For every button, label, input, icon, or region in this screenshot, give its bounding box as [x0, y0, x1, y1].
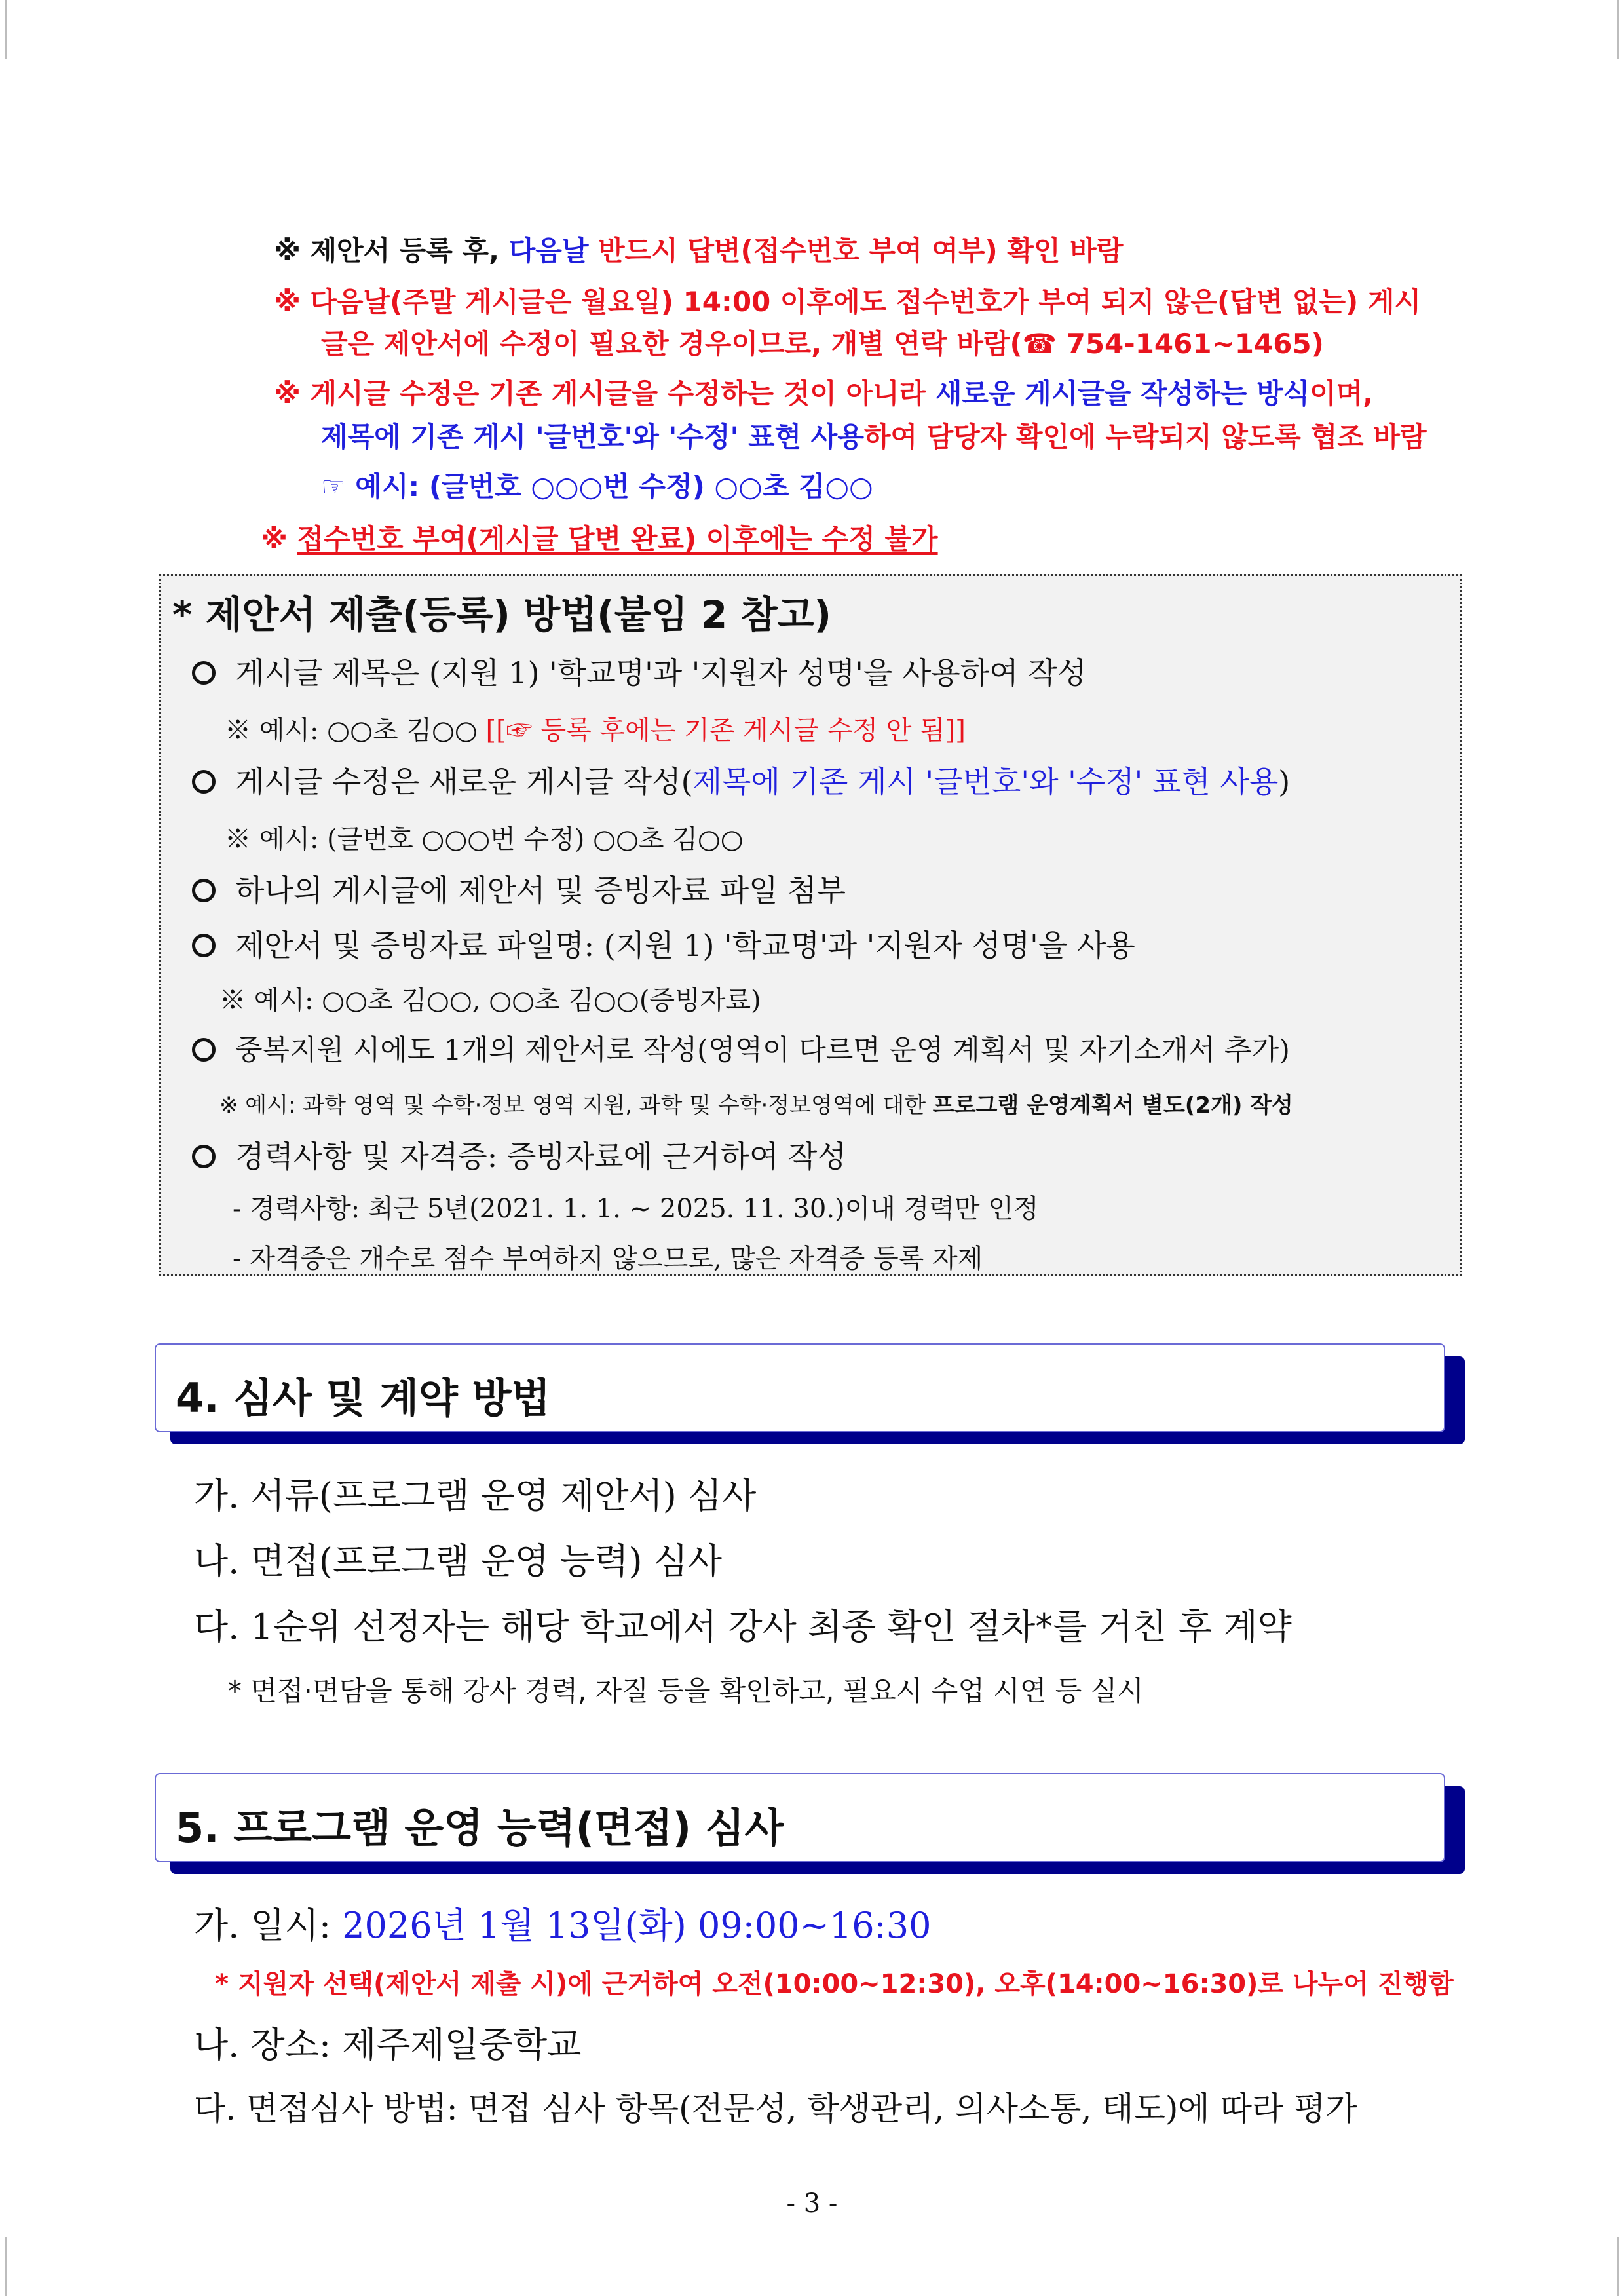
circle-bullet-icon	[192, 661, 216, 685]
section-4-header	[155, 1343, 1445, 1432]
note-text: 제안서 등록 후,	[310, 235, 509, 267]
box-title: * 제안서 제출(등록) 방법(붙임 2 참고)	[172, 592, 832, 637]
box-item-text: 제안서 및 증빙자료 파일명: (지원 1) '학교명'과 '지원자 성명'을 사용	[235, 928, 1135, 963]
note-text-red: 하여 담당자 확인에 누락되지 않도록 협조 바람	[863, 421, 1427, 453]
note-highlight: 다음날	[508, 235, 589, 267]
circle-bullet-icon	[192, 934, 216, 957]
item-label: 가. 일시:	[194, 1905, 343, 1946]
box-item-text: 중복지원 시에도 1개의 제안서로 작성(영역이 다르면 운영 계획서 및 자기소개서 추가)	[235, 1034, 1290, 1067]
box-item-5-example	[219, 1087, 1293, 1119]
box-item-text: 경력사항 및 자격증:	[235, 1139, 507, 1174]
section-5-item-c: 다. 면접심사 방법: 면접 심사 항목(전문성, 학생관리, 의사소통, 태도)에 따라 평가	[194, 2090, 1357, 2128]
section-5-header	[155, 1773, 1445, 1862]
section-5-item-a-note: * 지원자 선택(제안서 제출 시)에 근거하여 오전(10:00~12:30), 오후(14:00~16:30)로 나누어 진행함	[215, 1969, 1454, 1999]
item-text: 해당 학교에서 강사 최종 확인 절차*를 거친 후 계약	[500, 1606, 1292, 1647]
note-example: ☞ 예시: (글번호 ○○○번 수정) ○○초 김○○	[321, 470, 873, 503]
section-4-item-b: 나. 면접(프로그램 운영 능력) 심사	[194, 1540, 723, 1582]
circle-bullet-icon	[192, 1145, 216, 1168]
section-5-item-b	[194, 2017, 581, 2067]
box-item-text: )	[1278, 764, 1291, 799]
page-number: - 3 -	[786, 2189, 838, 2219]
box-item-6-sub-1: - 경력사항: 최근 5년(2021. 1. 1. ~ 2025. 11. 30.)이내 경력만 인정	[233, 1194, 1039, 1224]
section-4-item-a: 가. 서류(프로그램 운영 제안서) 심사	[194, 1475, 757, 1516]
note-text-red: 반드시 답변(접수번호 부여 여부) 확인 바람	[588, 235, 1124, 267]
note-text-underlined: 접수번호 부여(게시글 답변 완료) 이후에는 수정 불가	[297, 523, 938, 555]
note-mark: ※	[274, 235, 311, 267]
item-value: 제주제일중학교	[342, 2024, 582, 2065]
note-line-1	[274, 229, 1123, 269]
box-item-6-sub-2	[233, 1238, 983, 1275]
circle-bullet-icon	[192, 770, 216, 794]
crop-mark-bottom-right	[1617, 2237, 1624, 2296]
box-item-2-example: ※ 예시: (글번호 ○○○번 수정) ○○초 김○○	[225, 824, 744, 854]
crop-mark-bottom-left	[0, 2237, 7, 2296]
note-line-3	[274, 372, 1373, 411]
note-line-2-cont: 글은 제안서에 수정이 필요한 경우이므로, 개별 연락 바람(☎ 754-1461~1465)	[321, 328, 1324, 360]
note-text-red: ※ 게시글 수정은 기존 게시글을 수정하는 것이 아니라	[274, 377, 935, 410]
box-item-5	[192, 1028, 1290, 1068]
section-5-item-a	[194, 1898, 931, 1948]
item-value: 2026년 1월 13일(화) 09:00~16:30	[342, 1905, 932, 1946]
section-5-title: 5. 프로그램 운영 능력(면접) 심사	[176, 1804, 784, 1852]
box-item-text: 게시글 제목은 (지원 1) '학교명'과 '지원자 성명'을 사용하여 작성	[235, 655, 1087, 691]
section-4-item-c	[194, 1599, 1292, 1649]
box-item-text: 증빙자료에 근거하여 작성	[506, 1139, 846, 1174]
note-line-3-cont	[321, 415, 1427, 455]
circle-bullet-icon	[192, 879, 216, 902]
section-4-title: 4. 심사 및 계약 방법	[176, 1374, 551, 1422]
box-item-6	[192, 1133, 846, 1176]
note-line-5	[261, 518, 938, 557]
note-mark: ※	[261, 523, 297, 555]
box-item-4-example: ※ 예시: ○○초 김○○, ○○초 김○○(증빙자료)	[219, 985, 761, 1016]
note-line-2: ※ 다음날(주말 게시글은 월요일) 14:00 이후에도 접수번호가 부여 되지 않은(답변 없는) 게시	[274, 286, 1422, 318]
circle-bullet-icon	[192, 1038, 216, 1062]
box-item-text: 게시글 수정은 새로운 게시글 작성(	[235, 764, 693, 799]
item-label: 나. 장소:	[194, 2024, 343, 2065]
box-item-1	[192, 649, 1086, 693]
box-item-text: 많은 자격증 등록 자제	[730, 1244, 983, 1274]
example-text: ※ 예시: ○○초 김○○	[225, 716, 486, 746]
box-item-4	[192, 922, 1135, 965]
crop-mark-top-right	[1617, 0, 1624, 59]
box-item-2	[192, 758, 1290, 801]
note-text-red: 이며,	[1310, 377, 1374, 410]
note-highlight: 새로운 게시글을 작성하는 방식	[935, 377, 1310, 410]
box-item-1-example	[225, 710, 966, 747]
example-text: ※ 예시: 과학 영역 및 수학·정보 영역 지원, 과학 및 수학·정보영역에 대한	[219, 1092, 933, 1119]
example-warning: [[☞ 등록 후에는 기존 게시글 수정 안 됨]]	[485, 716, 966, 746]
box-item-text: 하나의 게시글에 제안서 및 증빙자료 파일 첨부	[235, 873, 846, 908]
proposal-submission-box	[159, 574, 1462, 1276]
note-highlight: 제목에 기존 게시 '글번호'와 '수정' 표현 사용	[321, 421, 864, 453]
box-item-highlight: 제목에 기존 게시 '글번호'와 '수정' 표현 사용	[692, 764, 1279, 799]
item-text: 다. 1순위 선정자는	[194, 1606, 501, 1647]
example-bold: 프로그램 운영계획서 별도(2개) 작성	[932, 1092, 1293, 1119]
crop-mark-top-left	[0, 0, 7, 59]
box-item-3	[192, 867, 846, 910]
section-4-note: * 면접·면담을 통해 강사 경력, 자질 등을 확인하고, 필요시 수업 시연 등 실시	[228, 1675, 1144, 1707]
box-item-text: - 자격증은 개수로 점수 부여하지 않으므로,	[233, 1244, 730, 1274]
